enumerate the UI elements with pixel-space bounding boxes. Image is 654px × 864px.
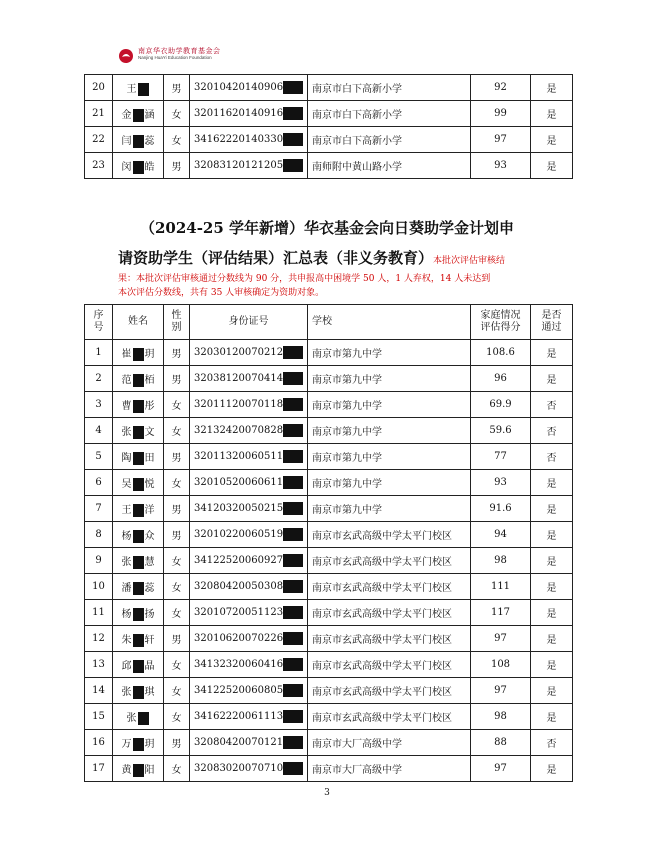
cell-school: 南京市玄武高级中学太平门校区	[308, 626, 471, 652]
cell-gender: 男	[164, 730, 190, 756]
cell-id: 32132420070828	[190, 418, 308, 444]
red-note-line1: 果：本批次评估审核通过分数线为 90 分，共申报高中困境学 50 人，1 人弃权，14 人未达到	[118, 274, 491, 284]
redaction-block	[133, 504, 144, 517]
cell-no: 4	[85, 418, 113, 444]
cell-school: 南京市玄武高级中学太平门校区	[308, 522, 471, 548]
cell-pass: 是	[531, 600, 573, 626]
cell-name: 潘 蕊	[113, 574, 164, 600]
table-row	[85, 548, 573, 574]
cell-score: 111	[471, 574, 531, 600]
redaction-block	[133, 161, 144, 174]
cell-pass: 否	[531, 730, 573, 756]
header-no: 序 号	[85, 305, 113, 340]
cell-id: 32011320060511	[190, 444, 308, 470]
cell-id: 32010620070226	[190, 626, 308, 652]
cell-pass: 是	[531, 574, 573, 600]
redaction-block	[283, 133, 303, 146]
table-row	[85, 652, 573, 678]
cell-gender: 男	[164, 340, 190, 366]
cell-no: 11	[85, 600, 113, 626]
cell-no: 16	[85, 730, 113, 756]
cell-name: 闫 蕊	[113, 127, 164, 153]
header-score: 家庭情况 评估得分	[471, 305, 531, 340]
cell-gender: 女	[164, 756, 190, 782]
cell-gender: 女	[164, 392, 190, 418]
cell-name: 金 涵	[113, 101, 164, 127]
redaction-block	[283, 554, 303, 567]
cell-gender: 女	[164, 101, 190, 127]
cell-school: 南京市玄武高级中学太平门校区	[308, 652, 471, 678]
cell-no: 7	[85, 496, 113, 522]
cell-no: 2	[85, 366, 113, 392]
table-row	[85, 340, 573, 366]
cell-school: 南京市大厂高级中学	[308, 756, 471, 782]
cell-no: 17	[85, 756, 113, 782]
redaction-block	[133, 556, 144, 569]
redaction-block	[133, 530, 144, 543]
cell-name: 王 洋	[113, 496, 164, 522]
cell-gender: 女	[164, 678, 190, 704]
cell-gender: 男	[164, 153, 190, 179]
cell-id: 32010720051123	[190, 600, 308, 626]
cell-name: 范 栢	[113, 366, 164, 392]
cell-no: 21	[85, 101, 113, 127]
cell-score: 108	[471, 652, 531, 678]
redaction-block	[133, 660, 144, 673]
redaction-block	[283, 710, 303, 723]
cell-pass: 是	[531, 496, 573, 522]
redaction-block	[133, 686, 144, 699]
red-note-start: 本批次评估审核结	[433, 256, 506, 266]
logo-chinese-name: 南京华衣助学教育基金会	[138, 47, 221, 55]
cell-pass: 是	[531, 678, 573, 704]
redaction-block	[138, 83, 149, 96]
cell-pass: 是	[531, 75, 573, 101]
redaction-block	[283, 81, 303, 94]
cell-name: 曹 彤	[113, 392, 164, 418]
cell-no: 22	[85, 127, 113, 153]
cell-school: 南京市白下高新小学	[308, 75, 471, 101]
header-school: 学校	[308, 305, 471, 340]
cell-score: 69.9	[471, 392, 531, 418]
redaction-block	[283, 107, 303, 120]
header-id: 身份证号	[190, 305, 308, 340]
cell-pass: 是	[531, 756, 573, 782]
redaction-block	[133, 452, 144, 465]
cell-id: 34122520060927	[190, 548, 308, 574]
cell-pass: 是	[531, 340, 573, 366]
cell-name: 张 文	[113, 418, 164, 444]
redaction-block	[283, 159, 303, 172]
cell-no: 15	[85, 704, 113, 730]
cell-pass: 否	[531, 444, 573, 470]
table-row	[85, 730, 573, 756]
cell-id: 32011120070118	[190, 392, 308, 418]
cell-name: 陶 田	[113, 444, 164, 470]
table-title-line2	[118, 247, 505, 268]
redaction-block	[133, 374, 144, 387]
cell-pass: 否	[531, 418, 573, 444]
cell-no: 14	[85, 678, 113, 704]
cell-school: 南京市白下高新小学	[308, 127, 471, 153]
header-pass: 是否 通过	[531, 305, 573, 340]
redaction-block	[133, 608, 144, 621]
table-row	[85, 704, 573, 730]
cell-score: 77	[471, 444, 531, 470]
cell-score: 98	[471, 548, 531, 574]
cell-score: 117	[471, 600, 531, 626]
red-note-line2: 本次评估分数线，共有 35 人审核确定为资助对象。	[118, 288, 325, 298]
cell-school: 南京市玄武高级中学太平门校区	[308, 574, 471, 600]
cell-name: 张 琪	[113, 678, 164, 704]
redaction-block	[283, 606, 303, 619]
redaction-block	[283, 580, 303, 593]
cell-score: 88	[471, 730, 531, 756]
table-row	[85, 127, 573, 153]
cell-gender: 男	[164, 444, 190, 470]
redaction-block	[283, 684, 303, 697]
cell-gender: 女	[164, 600, 190, 626]
cell-pass: 是	[531, 548, 573, 574]
cell-no: 5	[85, 444, 113, 470]
redaction-block	[283, 502, 303, 515]
cell-id: 32010520060611	[190, 470, 308, 496]
cell-gender: 女	[164, 470, 190, 496]
cell-school: 南京市玄武高级中学太平门校区	[308, 704, 471, 730]
cell-name: 杨 扬	[113, 600, 164, 626]
cell-school: 南京市玄武高级中学太平门校区	[308, 600, 471, 626]
table-row	[85, 574, 573, 600]
cell-gender: 女	[164, 418, 190, 444]
cell-no: 8	[85, 522, 113, 548]
redaction-block	[283, 658, 303, 671]
cell-pass: 是	[531, 652, 573, 678]
cell-id: 32080420050308	[190, 574, 308, 600]
table-row	[85, 75, 573, 101]
cell-school: 南京市第九中学	[308, 496, 471, 522]
foundation-logo	[118, 48, 221, 64]
cell-gender: 男	[164, 496, 190, 522]
cell-name: 万 玥	[113, 730, 164, 756]
cell-score: 91.6	[471, 496, 531, 522]
table-row	[85, 153, 573, 179]
redaction-block	[283, 372, 303, 385]
redaction-block	[133, 582, 144, 595]
redaction-block	[133, 426, 144, 439]
header-gender: 性 别	[164, 305, 190, 340]
cell-no: 23	[85, 153, 113, 179]
cell-no: 6	[85, 470, 113, 496]
cell-gender: 男	[164, 522, 190, 548]
cell-gender: 女	[164, 704, 190, 730]
cell-school: 南京市第九中学	[308, 444, 471, 470]
table-header-row	[85, 305, 573, 340]
cell-gender: 男	[164, 75, 190, 101]
cell-pass: 否	[531, 392, 573, 418]
table-row	[85, 522, 573, 548]
page-number: 3	[324, 788, 330, 798]
cell-pass: 是	[531, 522, 573, 548]
table-row	[85, 756, 573, 782]
cell-school: 南京市第九中学	[308, 392, 471, 418]
table-row	[85, 600, 573, 626]
cell-name: 朱 轩	[113, 626, 164, 652]
cell-score: 97	[471, 678, 531, 704]
cell-gender: 女	[164, 652, 190, 678]
cell-score: 92	[471, 75, 531, 101]
redaction-block	[283, 450, 303, 463]
redaction-block	[133, 764, 144, 777]
table-title: （2024-25 学年新增）华衣基金会向日葵助学金计划申	[139, 219, 515, 237]
cell-score: 98	[471, 704, 531, 730]
cell-name: 杨 众	[113, 522, 164, 548]
cell-pass: 是	[531, 153, 573, 179]
redaction-block	[283, 762, 303, 775]
redaction-block	[283, 632, 303, 645]
cell-score: 97	[471, 127, 531, 153]
continued-table	[84, 74, 573, 179]
cell-no: 12	[85, 626, 113, 652]
cell-id: 32030120070212	[190, 340, 308, 366]
redaction-block	[133, 109, 144, 122]
cell-no: 1	[85, 340, 113, 366]
cell-score: 59.6	[471, 418, 531, 444]
table-row	[85, 470, 573, 496]
cell-id: 34122520060805	[190, 678, 308, 704]
cell-score: 94	[471, 522, 531, 548]
cell-id: 34162220061113	[190, 704, 308, 730]
cell-score: 99	[471, 101, 531, 127]
cell-id: 32011620140916	[190, 101, 308, 127]
cell-name: 崔 玥	[113, 340, 164, 366]
cell-id: 34120320050215	[190, 496, 308, 522]
table-row	[85, 496, 573, 522]
table-row	[85, 418, 573, 444]
table-row	[85, 392, 573, 418]
cell-name: 闵 皓	[113, 153, 164, 179]
redaction-block	[283, 424, 303, 437]
cell-no: 13	[85, 652, 113, 678]
table-row	[85, 678, 573, 704]
foundation-logo-icon	[118, 48, 134, 64]
assessment-results-table	[84, 304, 573, 782]
cell-name: 吴 悦	[113, 470, 164, 496]
table-title-continued: 请资助学生（评估结果）汇总表（非义务教育）	[118, 249, 434, 267]
cell-pass: 是	[531, 470, 573, 496]
cell-pass: 是	[531, 127, 573, 153]
cell-id: 34162220140330	[190, 127, 308, 153]
cell-gender: 女	[164, 127, 190, 153]
cell-name: 张	[113, 704, 164, 730]
table-row	[85, 626, 573, 652]
cell-school: 南京市白下高新小学	[308, 101, 471, 127]
cell-name: 黄 阳	[113, 756, 164, 782]
cell-id: 32083120121205	[190, 153, 308, 179]
redaction-block	[283, 398, 303, 411]
cell-gender: 女	[164, 548, 190, 574]
redaction-block	[283, 736, 303, 749]
header-name: 姓名	[113, 305, 164, 340]
redaction-block	[283, 346, 303, 359]
cell-score: 97	[471, 626, 531, 652]
cell-pass: 是	[531, 101, 573, 127]
cell-score: 108.6	[471, 340, 531, 366]
redaction-block	[138, 712, 149, 725]
redaction-block	[133, 478, 144, 491]
redaction-block	[283, 476, 303, 489]
redaction-block	[133, 348, 144, 361]
redaction-block	[133, 135, 144, 148]
table-row	[85, 101, 573, 127]
cell-id: 32083020070710	[190, 756, 308, 782]
cell-id: 32038120070414	[190, 366, 308, 392]
cell-school: 南京市第九中学	[308, 418, 471, 444]
table-row	[85, 366, 573, 392]
cell-school: 南京市第九中学	[308, 470, 471, 496]
cell-score: 96	[471, 366, 531, 392]
cell-score: 97	[471, 756, 531, 782]
cell-school: 南京市玄武高级中学太平门校区	[308, 548, 471, 574]
cell-score: 93	[471, 470, 531, 496]
cell-school: 南京市大厂高级中学	[308, 730, 471, 756]
cell-gender: 女	[164, 574, 190, 600]
cell-no: 10	[85, 574, 113, 600]
cell-id: 34132320060416	[190, 652, 308, 678]
table-row	[85, 444, 573, 470]
redaction-block	[133, 400, 144, 413]
cell-school: 南师附中黄山路小学	[308, 153, 471, 179]
logo-english-name: Nanjing HuaYi Education Foundation	[138, 55, 212, 60]
cell-pass: 是	[531, 366, 573, 392]
cell-id: 32080420070121	[190, 730, 308, 756]
cell-school: 南京市第九中学	[308, 340, 471, 366]
cell-id: 32010420140906	[190, 75, 308, 101]
cell-gender: 男	[164, 626, 190, 652]
cell-name: 张 慧	[113, 548, 164, 574]
redaction-block	[133, 738, 144, 751]
redaction-block	[133, 634, 144, 647]
cell-gender: 男	[164, 366, 190, 392]
cell-name: 王	[113, 75, 164, 101]
cell-name: 邱 晶	[113, 652, 164, 678]
cell-id: 32010220060519	[190, 522, 308, 548]
cell-pass: 是	[531, 626, 573, 652]
redaction-block	[283, 528, 303, 541]
cell-no: 9	[85, 548, 113, 574]
cell-no: 3	[85, 392, 113, 418]
cell-school: 南京市第九中学	[308, 366, 471, 392]
cell-no: 20	[85, 75, 113, 101]
cell-score: 93	[471, 153, 531, 179]
cell-school: 南京市玄武高级中学太平门校区	[308, 678, 471, 704]
cell-pass: 是	[531, 704, 573, 730]
